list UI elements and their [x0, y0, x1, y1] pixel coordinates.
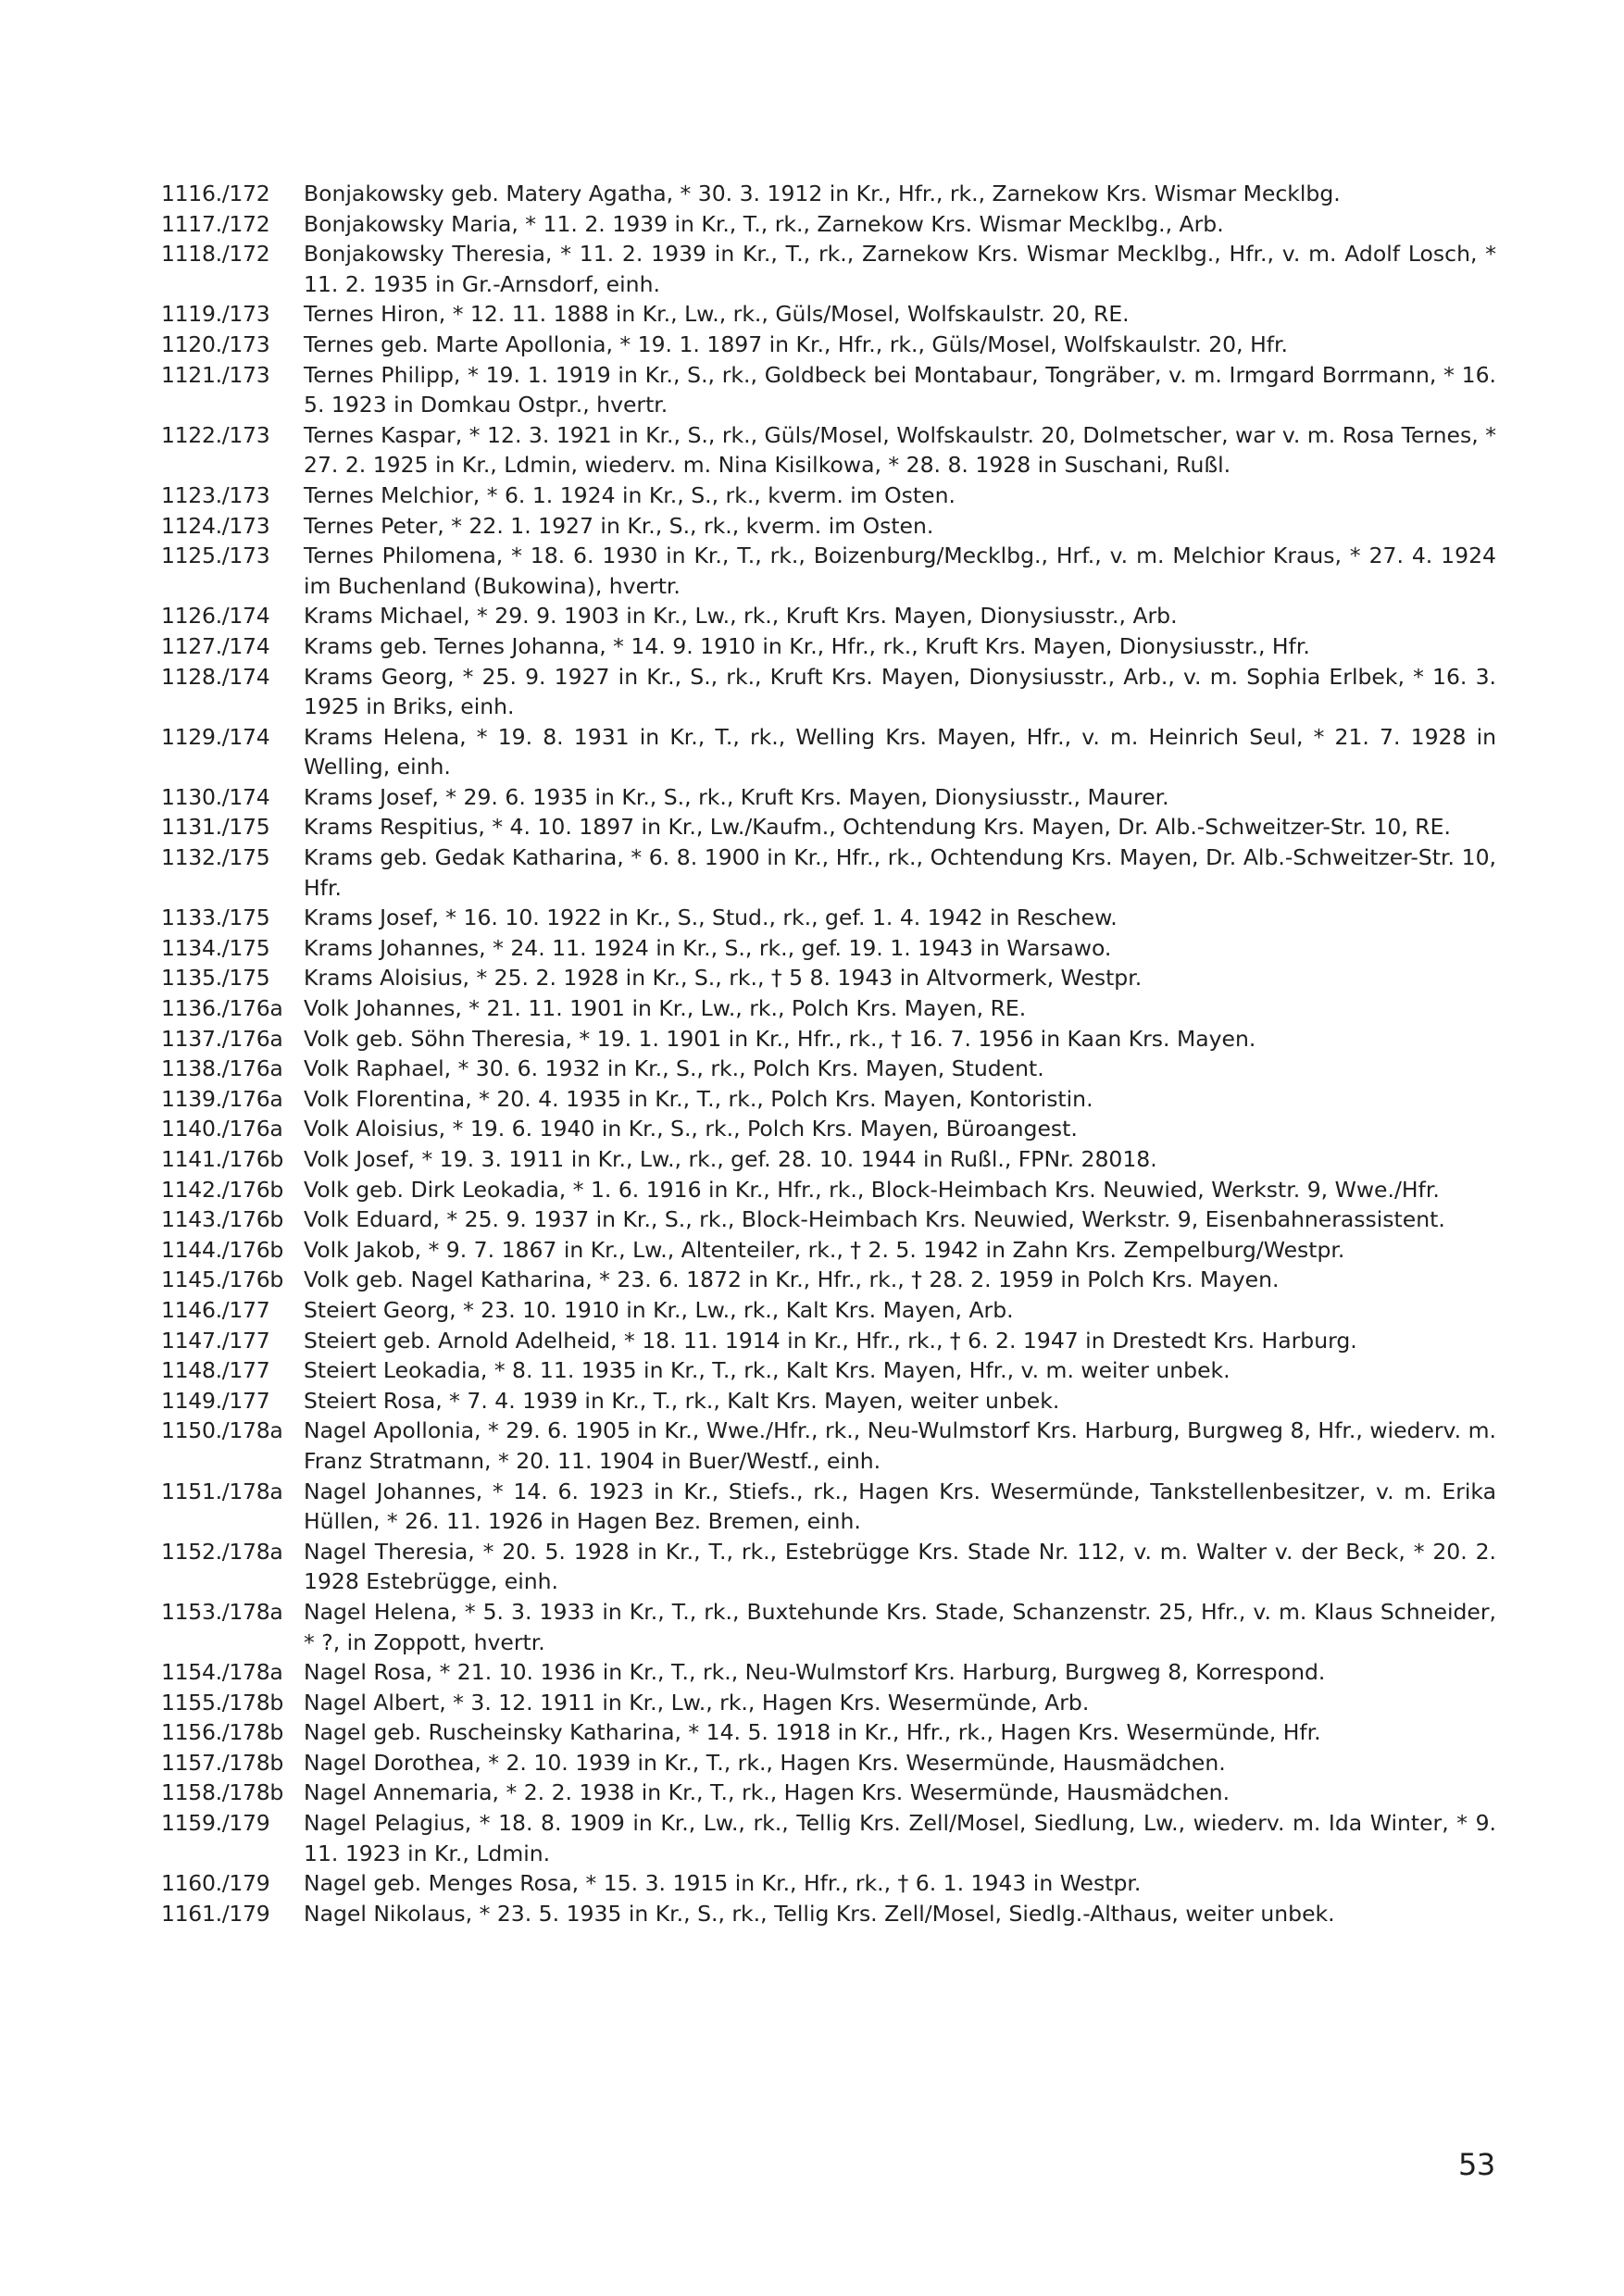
entry-number: 1126./174	[161, 603, 270, 630]
register-entry	[161, 360, 1496, 420]
entry-text: Volk geb. Dirk Leokadia, * 1. 6. 1916 in Kr., Hfr., rk., Block-Heimbach Krs. Neuwied, Werkstr. 9, Wwe./Hfr.	[304, 1176, 1440, 1203]
entry-text: Bonjakowsky Theresia, * 11. 2. 1939 in Kr., T., rk., Zarnekow Krs. Wismar Mecklbg., Hfr., v. m. Adolf Losch, * 11. 2. 1935 in Gr.-Arnsdorf, einh.	[304, 241, 1496, 297]
register-entry	[161, 963, 1496, 993]
entry-number: 1130./174	[161, 783, 270, 810]
register-entry	[161, 993, 1496, 1024]
entry-number: 1137./176a	[161, 1025, 283, 1052]
entry-number: 1136./176a	[161, 995, 283, 1022]
entry-text: Volk Raphael, * 30. 6. 1932 in Kr., S., rk., Polch Krs. Mayen, Student.	[304, 1055, 1044, 1082]
register-entry	[161, 1537, 1496, 1597]
entry-number: 1152./178a	[161, 1538, 283, 1565]
register-entry	[161, 1688, 1496, 1718]
entry-text: Ternes Hiron, * 12. 11. 1888 in Kr., Lw., rk., Güls/Mosel, Wolfskaulstr. 20, RE.	[304, 301, 1130, 328]
register-entry	[161, 933, 1496, 964]
entry-text: Nagel Theresia, * 20. 5. 1928 in Kr., T., rk., Estebrügge Krs. Stade Nr. 112, v. m. Walter v. der Beck, * 20. 2. 1928 Estebrügge, einh.	[304, 1538, 1496, 1595]
register-entry	[161, 299, 1496, 330]
entry-number: 1158./178b	[161, 1779, 283, 1806]
register-entry	[161, 209, 1496, 240]
entry-number: 1125./173	[161, 543, 270, 569]
register-entry	[161, 239, 1496, 299]
entry-text: Krams Helena, * 19. 8. 1931 in Kr., T., rk., Welling Krs. Mayen, Hfr., v. m. Heinrich Seul, * 21. 7. 1928 in Welling, einh.	[304, 723, 1496, 780]
entry-number: 1151./178a	[161, 1478, 283, 1504]
register-entry	[161, 1144, 1496, 1175]
entry-text: Nagel Rosa, * 21. 10. 1936 in Kr., T., rk., Neu-Wulmstorf Krs. Harburg, Burgweg 8, Korrespond.	[304, 1659, 1326, 1686]
register-entry	[161, 601, 1496, 631]
entry-number: 1129./174	[161, 723, 270, 750]
entry-text: Krams Johannes, * 24. 11. 1924 in Kr., S., rk., gef. 19. 1. 1943 in Warsawo.	[304, 934, 1112, 961]
entry-number: 1118./172	[161, 241, 270, 268]
register-entry	[161, 1416, 1496, 1476]
entry-text: Nagel Albert, * 3. 12. 1911 in Kr., Lw., rk., Hagen Krs. Wesermünde, Arb.	[304, 1689, 1090, 1716]
register-entry	[161, 1295, 1496, 1326]
entry-text: Nagel Helena, * 5. 3. 1933 in Kr., T., rk., Buxtehunde Krs. Stade, Schanzenstr. 25, Hfr., v. m. Klaus Schneider, * ?, in Zoppott, hvertr.	[304, 1598, 1496, 1655]
page-number: 53	[1458, 2147, 1495, 2182]
register-entry	[161, 1386, 1496, 1416]
register-entry	[161, 722, 1496, 782]
entry-number: 1142./176b	[161, 1176, 283, 1203]
entry-text: Ternes geb. Marte Apollonia, * 19. 1. 1897 in Kr., Hfr., rk., Güls/Mosel, Wolfskaulstr. 20, Hfr.	[304, 331, 1288, 357]
register-entry	[161, 420, 1496, 480]
entry-number: 1143./176b	[161, 1206, 283, 1233]
entry-number: 1117./172	[161, 210, 270, 237]
register-entry	[161, 330, 1496, 360]
entry-number: 1140./176a	[161, 1116, 283, 1142]
entry-number: 1145./176b	[161, 1267, 283, 1293]
register-entry	[161, 480, 1496, 511]
entry-number: 1128./174	[161, 663, 270, 690]
register-entry	[161, 1868, 1496, 1899]
entry-text: Nagel Apollonia, * 29. 6. 1905 in Kr., Wwe./Hfr., rk., Neu-Wulmstorf Krs. Harburg, Burgweg 8, Hfr., wiederv. m. Franz Stratmann, * 20. 11. 1904 in Buer/Westf., einh.	[304, 1417, 1496, 1474]
entry-number: 1157./178b	[161, 1749, 283, 1776]
register-entry	[161, 1235, 1496, 1266]
register-entry	[161, 1265, 1496, 1295]
entry-text: Volk geb. Nagel Katharina, * 23. 6. 1872 in Kr., Hfr., rk., † 28. 2. 1959 in Polch Krs. Mayen.	[304, 1267, 1280, 1293]
entry-text: Volk geb. Söhn Theresia, * 19. 1. 1901 in Kr., Hfr., rk., † 16. 7. 1956 in Kaan Krs. Mayen.	[304, 1025, 1256, 1052]
register-entry	[161, 1778, 1496, 1808]
entry-number: 1116./172	[161, 181, 270, 206]
entry-text: Volk Eduard, * 25. 9. 1937 in Kr., S., rk., Block-Heimbach Krs. Neuwied, Werkstr. 9, Eisenbahnerassistent.	[304, 1206, 1445, 1233]
entry-number: 1150./178a	[161, 1417, 283, 1444]
entry-number: 1138./176a	[161, 1055, 283, 1082]
entry-text: Krams Josef, * 29. 6. 1935 in Kr., S., rk., Kruft Krs. Mayen, Dionysiusstr., Maurer.	[304, 783, 1169, 810]
entry-text: Volk Florentina, * 20. 4. 1935 in Kr., T., rk., Polch Krs. Mayen, Kontoristin.	[304, 1085, 1093, 1112]
register-entry	[161, 1717, 1496, 1748]
entry-text: Ternes Kaspar, * 12. 3. 1921 in Kr., S., rk., Güls/Mosel, Wolfskaulstr. 20, Dolmetscher, war v. m. Rosa Ternes, * 27. 2. 1925 in Kr., Ldmin, wiederv. m. Nina Kisilkowa, * 28. 8. 1928 in Suschani, Rußl.	[304, 421, 1496, 479]
entry-number: 1147./177	[161, 1327, 270, 1354]
register-entry	[161, 1899, 1496, 1929]
entry-text: Bonjakowsky Maria, * 11. 2. 1939 in Kr., T., rk., Zarnekow Krs. Wismar Mecklbg., Arb.	[304, 210, 1224, 237]
entry-text: Nagel Annemaria, * 2. 2. 1938 in Kr., T., rk., Hagen Krs. Wesermünde, Hausmädchen.	[304, 1779, 1230, 1806]
entry-text: Krams geb. Gedak Katharina, * 6. 8. 1900 in Kr., Hfr., rk., Ochtendung Krs. Mayen, Dr. Alb.-Schweitzer-Str. 10, Hfr.	[304, 844, 1496, 901]
register-entry	[161, 1204, 1496, 1235]
entry-number: 1155./178b	[161, 1689, 283, 1716]
entry-text: Krams Aloisius, * 25. 2. 1928 in Kr., S., rk., † 5 8. 1943 in Altvormerk, Westpr.	[304, 965, 1143, 992]
entry-text: Volk Josef, * 19. 3. 1911 in Kr., Lw., rk., gef. 28. 10. 1944 in Rußl., FPNr. 28018.	[304, 1146, 1157, 1172]
register-entry	[161, 842, 1496, 903]
entry-number: 1133./175	[161, 905, 270, 931]
entry-text: Volk Aloisius, * 19. 6. 1940 in Kr., S., rk., Polch Krs. Mayen, Büroangest.	[304, 1116, 1078, 1142]
entry-text: Volk Jakob, * 9. 7. 1867 in Kr., Lw., Altenteiler, rk., † 2. 5. 1942 in Zahn Krs. Zempelburg/Westpr.	[304, 1236, 1345, 1263]
register-entry	[161, 662, 1496, 722]
entry-number: 1122./173	[161, 421, 270, 448]
entry-text: Krams Respitius, * 4. 10. 1897 in Kr., Lw./Kaufm., Ochtendung Krs. Mayen, Dr. Alb.-Schweitzer-Str. 10, RE.	[304, 814, 1451, 841]
entry-text: Steiert geb. Arnold Adelheid, * 18. 11. 1914 in Kr., Hfr., rk., † 6. 2. 1947 in Drestedt Krs. Harburg.	[304, 1327, 1357, 1354]
entry-number: 1141./176b	[161, 1146, 283, 1172]
entry-number: 1149./177	[161, 1387, 270, 1414]
entry-number: 1144./176b	[161, 1236, 283, 1263]
register-entry	[161, 179, 1496, 209]
entry-text: Krams Georg, * 25. 9. 1927 in Kr., S., rk., Kruft Krs. Mayen, Dionysiusstr., Arb., v. m. Sophia Erlbek, * 16. 3. 1925 in Briks, einh.	[304, 663, 1496, 720]
register-entry	[161, 903, 1496, 933]
entry-text: Nagel geb. Menges Rosa, * 15. 3. 1915 in Kr., Hfr., rk., † 6. 1. 1943 in Westpr.	[304, 1870, 1142, 1897]
entry-number: 1119./173	[161, 301, 270, 328]
entry-number: 1148./177	[161, 1357, 270, 1384]
entry-number: 1120./173	[161, 331, 270, 357]
register-entry	[161, 1808, 1496, 1868]
entry-number: 1139./176a	[161, 1085, 283, 1112]
register-entry	[161, 1355, 1496, 1386]
entry-text: Ternes Philomena, * 18. 6. 1930 in Kr., T., rk., Boizenburg/Mecklbg., Hrf., v. m. Melchior Kraus, * 27. 4. 1924 im Buchenland (Bukowina), hvertr.	[304, 543, 1496, 599]
register-entries	[161, 179, 1496, 1928]
entry-text: Volk Johannes, * 21. 11. 1901 in Kr., Lw., rk., Polch Krs. Mayen, RE.	[304, 995, 1027, 1022]
register-entry	[161, 541, 1496, 601]
entry-number: 1146./177	[161, 1296, 270, 1323]
entry-text: Nagel geb. Ruscheinsky Katharina, * 14. 5. 1918 in Kr., Hfr., rk., Hagen Krs. Wesermünde, Hfr.	[304, 1719, 1321, 1746]
entry-text: Krams geb. Ternes Johanna, * 14. 9. 1910 in Kr., Hfr., rk., Kruft Krs. Mayen, Dionysiusstr., Hfr.	[304, 632, 1310, 659]
entry-text: Nagel Nikolaus, * 23. 5. 1935 in Kr., S., rk., Tellig Krs. Zell/Mosel, Siedlg.-Althaus, weiter unbek.	[304, 1900, 1335, 1927]
entry-number: 1154./178a	[161, 1659, 283, 1686]
register-entry	[161, 1175, 1496, 1205]
register-entry	[161, 1748, 1496, 1778]
entry-number: 1135./175	[161, 965, 270, 992]
entry-number: 1161./179	[161, 1900, 270, 1927]
entry-text: Ternes Melchior, * 6. 1. 1924 in Kr., S., rk., kverm. im Osten.	[304, 481, 956, 508]
entry-text: Nagel Pelagius, * 18. 8. 1909 in Kr., Lw., rk., Tellig Krs. Zell/Mosel, Siedlung, Lw., wiederv. m. Ida Winter, * 9. 11. 1923 in Kr., Ldmin.	[304, 1810, 1496, 1866]
entry-number: 1132./175	[161, 844, 270, 871]
entry-text: Nagel Dorothea, * 2. 10. 1939 in Kr., T., rk., Hagen Krs. Wesermünde, Hausmädchen.	[304, 1749, 1226, 1776]
register-entry	[161, 1477, 1496, 1537]
entry-text: Krams Michael, * 29. 9. 1903 in Kr., Lw., rk., Kruft Krs. Mayen, Dionysiusstr., Arb.	[304, 603, 1178, 630]
register-entry	[161, 782, 1496, 813]
entry-text: Nagel Johannes, * 14. 6. 1923 in Kr., Stiefs., rk., Hagen Krs. Wesermünde, Tankstellenbesitzer, v. m. Erika Hüllen, * 26. 11. 1926 in Hagen Bez. Bremen, einh.	[304, 1478, 1496, 1535]
register-entry	[161, 1657, 1496, 1688]
entry-text: Ternes Peter, * 22. 1. 1927 in Kr., S., rk., kverm. im Osten.	[304, 512, 934, 539]
entry-number: 1134./175	[161, 934, 270, 961]
register-entry	[161, 1024, 1496, 1054]
register-entry	[161, 1597, 1496, 1657]
entry-text: Steiert Leokadia, * 8. 11. 1935 in Kr., T., rk., Kalt Krs. Mayen, Hfr., v. m. weiter unbek.	[304, 1357, 1230, 1384]
register-entry	[161, 631, 1496, 662]
entry-text: Steiert Rosa, * 7. 4. 1939 in Kr., T., rk., Kalt Krs. Mayen, weiter unbek.	[304, 1387, 1060, 1414]
entry-number: 1153./178a	[161, 1598, 283, 1625]
entry-number: 1121./173	[161, 361, 270, 388]
register-entry	[161, 1114, 1496, 1144]
entry-number: 1127./174	[161, 632, 270, 659]
entry-number: 1156./178b	[161, 1719, 283, 1746]
entry-number: 1160./179	[161, 1870, 270, 1897]
register-entry	[161, 1084, 1496, 1115]
register-entry	[161, 1054, 1496, 1084]
register-entry	[161, 812, 1496, 842]
entry-number: 1131./175	[161, 814, 270, 841]
register-entry	[161, 511, 1496, 542]
entry-number: 1124./173	[161, 512, 270, 539]
register-entry	[161, 1326, 1496, 1356]
entry-text: Bonjakowsky geb. Matery Agatha, * 30. 3. 1912 in Kr., Hfr., rk., Zarnekow Krs. Wismar Mecklbg.	[304, 181, 1341, 206]
entry-text: Steiert Georg, * 23. 10. 1910 in Kr., Lw., rk., Kalt Krs. Mayen, Arb.	[304, 1296, 1014, 1323]
entry-text: Krams Josef, * 16. 10. 1922 in Kr., S., Stud., rk., gef. 1. 4. 1942 in Reschew.	[304, 905, 1118, 931]
entry-number: 1159./179	[161, 1810, 270, 1837]
entry-number: 1123./173	[161, 481, 270, 508]
entry-text: Ternes Philipp, * 19. 1. 1919 in Kr., S., rk., Goldbeck bei Montabaur, Tongräber, v. m. Irmgard Borrmann, * 16. 5. 1923 in Domkau Ostpr., hvertr.	[304, 361, 1496, 418]
